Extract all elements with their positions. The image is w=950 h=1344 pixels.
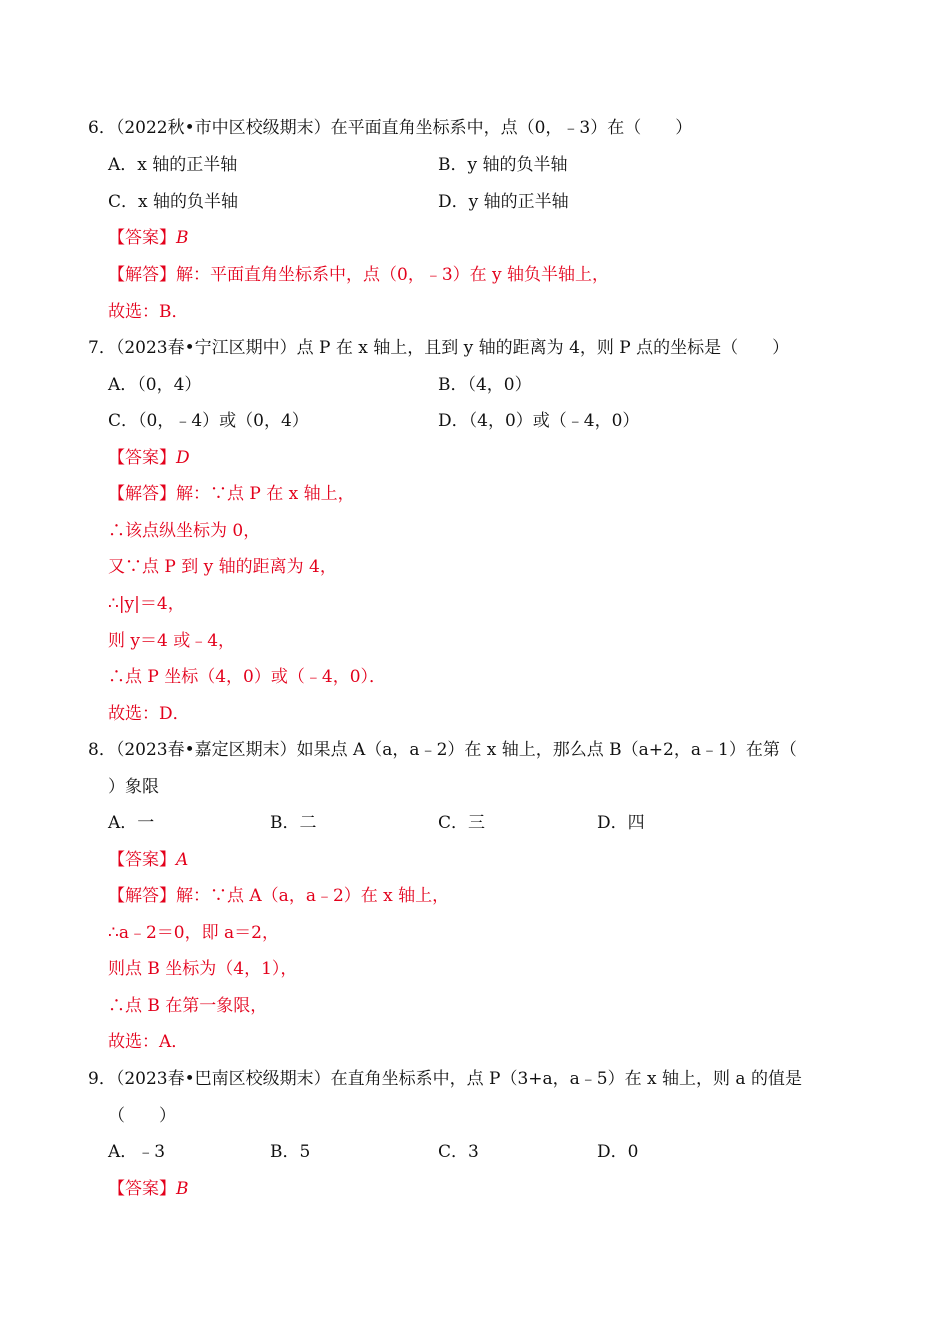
question-number: 6． (88, 118, 116, 138)
option-a: A．﹣3 (108, 1142, 166, 1162)
question-text-continued: （ ） (108, 1106, 176, 1126)
solution-line: ∴点 B 在第一象限， (108, 996, 268, 1016)
option-a: A．（0，4） (108, 375, 202, 395)
solution-line: 【解答】解：∵点 A（a，a﹣2）在 x 轴上， (108, 886, 450, 906)
answer-label: 【答案】 (108, 448, 176, 468)
option-d: D．0 (597, 1142, 639, 1162)
solution-line: 故选：B． (108, 302, 189, 322)
answer-line (108, 446, 190, 470)
question-text: （2023春•宁江区期中）点 P 在 x 轴上，且到 y 轴的距离为 4，则 P 点的坐标是（ ） (115, 338, 790, 358)
solution-line: 则 y＝4 或﹣4， (108, 631, 236, 651)
question-number: 8． (88, 740, 116, 760)
option-b: B．5 (270, 1142, 311, 1162)
answer-line (108, 848, 188, 872)
option-c: C．3 (438, 1142, 479, 1162)
question-number: 7． (88, 338, 116, 358)
option-c: C．x 轴的负半轴 (108, 192, 238, 212)
question-7-stem (88, 336, 789, 360)
option-a: A．x 轴的正半轴 (108, 155, 238, 175)
solution-line: ∴a﹣2＝0，即 a＝2， (108, 923, 279, 943)
solution-line: ∴点 P 坐标（4，0）或（﹣4，0）． (108, 667, 387, 687)
option-c: C．（0，﹣4）或（0，4） (108, 411, 309, 431)
question-text-continued: ）象限 (108, 777, 159, 797)
question-text: （2023春•巴南区校级期末）在直角坐标系中，点 P（3+a，a﹣5）在 x 轴上，则 a 的值是 (115, 1069, 802, 1089)
solution-line: 故选：A． (108, 1032, 189, 1052)
solution-line: 则点 B 坐标为（4，1）， (108, 959, 298, 979)
option-d: D．y 轴的正半轴 (438, 192, 569, 212)
solution-line: ∴该点纵坐标为 0， (108, 521, 261, 541)
solution-line: 【解答】解：平面直角坐标系中，点（0，﹣3）在 y 轴负半轴上， (108, 265, 610, 285)
question-text: （2022秋•市中区校级期末）在平面直角坐标系中，点（0，﹣3）在（ ） (115, 118, 693, 138)
option-b: B．二 (270, 813, 317, 833)
question-number: 9． (88, 1069, 116, 1089)
answer-label: 【答案】 (108, 228, 176, 248)
question-6-stem (88, 116, 692, 140)
answer-line (108, 226, 189, 250)
option-d: D．四 (597, 813, 645, 833)
option-b: B．（4，0） (438, 375, 532, 395)
question-9-stem (88, 1067, 802, 1091)
option-b: B．y 轴的负半轴 (438, 155, 568, 175)
answer-value: D (176, 448, 190, 468)
answer-value: B (176, 228, 189, 248)
option-c: C．三 (438, 813, 486, 833)
answer-label: 【答案】 (108, 1179, 176, 1199)
solution-line: 故选：D． (108, 704, 190, 724)
solution-line: 【解答】解：∵点 P 在 x 轴上， (108, 484, 355, 504)
question-text: （2023春•嘉定区期末）如果点 A（a，a﹣2）在 x 轴上，那么点 B（a+2，a﹣1）在第（ (115, 740, 797, 760)
answer-line (108, 1177, 189, 1201)
solution-line: ∴|y|＝4， (108, 594, 185, 614)
answer-value: A (176, 850, 189, 870)
answer-label: 【答案】 (108, 850, 176, 870)
option-d: D．（4，0）或（﹣4，0） (438, 411, 640, 431)
solution-line: 又∵点 P 到 y 轴的距离为 4， (108, 557, 337, 577)
option-a: A．一 (108, 813, 155, 833)
question-8-stem (88, 738, 797, 762)
answer-value: B (176, 1179, 189, 1199)
